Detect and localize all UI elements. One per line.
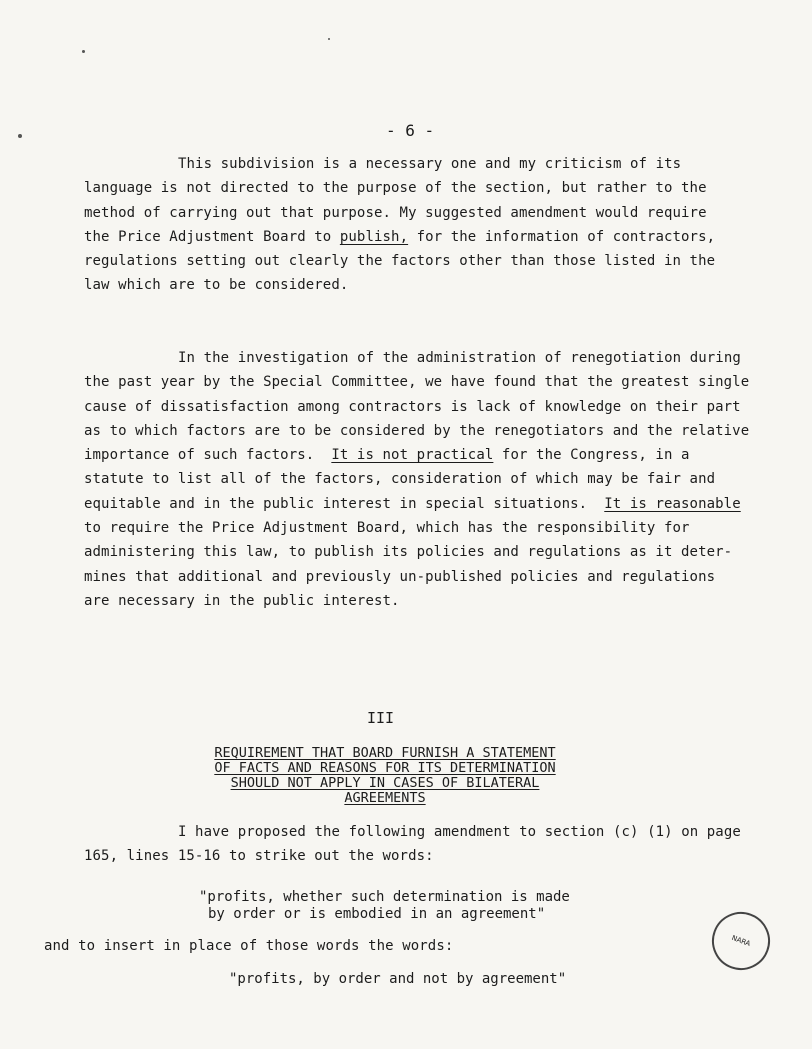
- scan-speck: [18, 134, 22, 138]
- quoted-text-2: [229, 971, 566, 988]
- text-segment: the Price Adjustment Board to: [84, 228, 340, 245]
- text-segment: equitable and in the public interest in special situations.: [84, 495, 605, 512]
- page-number: - 6 -: [386, 121, 435, 140]
- text-line: This subdivision is a necessary one and my criticism of its: [178, 156, 682, 172]
- heading-line: SHOULD NOT APPLY IN CASES OF BILATERAL: [230, 775, 540, 791]
- text-line: language is not directed to the purpose of the section, but rather to the: [84, 180, 707, 197]
- underlined-phrase: It is not practical: [331, 447, 494, 464]
- text-line: In the investigation of the administration of renegotiation during: [178, 350, 741, 366]
- section-heading: [190, 746, 580, 806]
- underlined-word: publish,: [339, 228, 409, 245]
- heading-line: AGREEMENTS: [344, 790, 426, 806]
- text-line: [84, 492, 741, 516]
- text-line: "profits, whether such determination is made: [199, 889, 570, 905]
- paragraph-3: [84, 820, 741, 869]
- text-line: are necessary in the public interest.: [84, 592, 400, 609]
- text-line: statute to list all of the factors, consideration of which may be fair and: [84, 471, 716, 488]
- heading-line: REQUIREMENT THAT BOARD FURNISH A STATEMENT: [214, 745, 556, 761]
- scan-speck: [328, 38, 330, 40]
- text-segment: for the Congress, in a: [493, 447, 690, 464]
- text-line: the past year by the Special Committee, we have found that the greatest single: [84, 374, 750, 391]
- section-number: III: [367, 709, 395, 727]
- paragraph-2: [84, 346, 750, 613]
- text-line: [84, 443, 724, 467]
- heading-line: OF FACTS AND REASONS FOR ITS DETERMINATION: [214, 760, 556, 776]
- text-line: regulations setting out clearly the factors other than those listed in the: [84, 253, 716, 270]
- text-line: [84, 225, 724, 249]
- text-line: law which are to be considered.: [84, 277, 349, 294]
- text-line: as to which factors are to be considered by the renegotiators and the relative: [84, 422, 750, 439]
- text-line: and to insert in place of those words the words:: [44, 938, 454, 954]
- text-line: "profits, by order and not by agreement": [229, 971, 567, 987]
- text-line: administering this law, to publish its policies and regulations as it deter-: [84, 544, 733, 561]
- stamp-center-text: NARA: [730, 933, 752, 949]
- text-line: method of carrying out that purpose. My suggested amendment would require: [84, 204, 707, 221]
- text-line: mines that additional and previously un-published policies and regulations: [84, 568, 716, 585]
- paragraph-4: [44, 934, 684, 958]
- paragraph-1: [84, 152, 724, 298]
- text-line: to require the Price Adjustment Board, which has the responsibility for: [84, 520, 690, 537]
- text-segment: importance of such factors.: [84, 447, 332, 464]
- text-segment: for the information of contractors,: [408, 228, 716, 245]
- text-line: cause of dissatisfaction among contractors is lack of knowledge on their part: [84, 398, 741, 415]
- library-seal-stamp: [704, 904, 778, 978]
- scan-speck: [82, 50, 85, 53]
- text-line: 165, lines 15-16 to strike out the words:: [84, 848, 434, 865]
- underlined-phrase: It is reasonable: [604, 495, 741, 512]
- text-line: by order or is embodied in an agreement": [208, 906, 546, 922]
- text-line: I have proposed the following amendment to section (c) (1) on page: [178, 824, 741, 840]
- quoted-text-1: [199, 889, 570, 923]
